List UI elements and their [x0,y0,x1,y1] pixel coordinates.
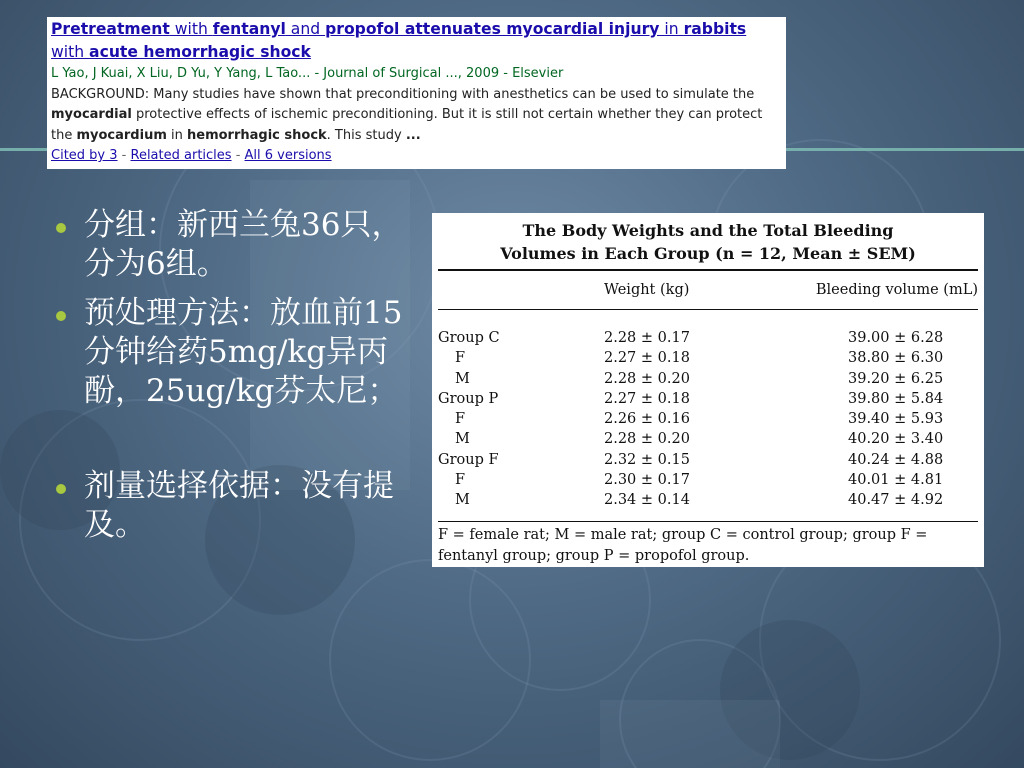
search-result-card [47,17,786,169]
table-row [438,348,978,368]
bullet-list [50,206,410,555]
snippet-part-text: in [166,127,187,143]
row-weight: 2.30 ± 0.17 [604,472,690,489]
bullet-dot-icon [56,311,66,321]
link-separator: - [231,148,245,163]
row-label: F [455,472,466,489]
snippet-part-bold: myocardial [51,107,132,122]
result-snippet [51,85,782,147]
table-body [438,310,978,521]
row-weight: 2.32 ± 0.15 [604,451,690,468]
data-table-figure [432,213,984,567]
result-authors: L Yao, J Kuai, X Liu, D Yu, Y Yang, L Tao... - Journal of Surgical ..., 2009 - Elsevier [51,66,564,81]
row-weight: 2.26 ± 0.16 [604,411,690,428]
table-title-line: The Body Weights and the Total Bleeding [522,221,894,240]
table-footnote: F = female rat; M = male rat; group C = control group; group F = fentanyl group; group P = propofol group. [438,526,928,564]
table-row [438,429,978,449]
row-label: Group F [438,451,499,468]
title-part-text: with [169,20,213,38]
table-row [438,409,978,429]
row-bleeding: 39.40 ± 5.93 [848,411,944,428]
table-title-line: Volumes in Each Group (n = 12, Mean ± SEM) [500,244,916,263]
row-weight: 2.34 ± 0.14 [604,492,690,509]
table-header [438,271,978,309]
snippet-part-text: protective effects of ischemic preconditioning. But it is still not certain whether they can protect the [51,107,763,143]
all-versions-link[interactable]: All 6 versions [244,148,332,163]
result-title-link[interactable] [51,18,782,64]
row-weight: 2.28 ± 0.20 [604,370,690,387]
row-bleeding: 40.47 ± 4.92 [848,492,944,509]
result-links [51,146,782,167]
bullet-text: 分组：新西兰兔36只，分为6组。 [84,207,403,282]
snippet-part-bold: hemorrhagic shock [187,127,327,143]
snippet-part-bold: ... [405,127,421,143]
row-weight: 2.27 ± 0.18 [604,390,690,407]
row-label: Group C [438,330,500,346]
header-weight: Weight (kg) [604,282,690,298]
header-bleeding: Bleeding volume (mL) [815,282,978,298]
bullet-text: 预处理方法：放血前15分钟给药5mg/kg异丙酚，25ug/kg芬太尼； [84,295,403,409]
title-part-bold: acute hemorrhagic shock [89,43,311,61]
table-title [438,219,978,265]
row-weight: 2.28 ± 0.17 [604,330,690,346]
row-bleeding: 40.20 ± 3.40 [848,431,944,448]
bullet-dot-icon [56,223,66,233]
row-label: Group P [438,390,499,407]
row-label: F [455,350,466,367]
cited-by-link[interactable]: Cited by 3 [51,148,118,163]
bullet-item [50,206,410,284]
bullet-dot-icon [56,484,66,494]
row-bleeding: 40.01 ± 4.81 [848,472,944,489]
title-part-text: in [659,20,684,38]
row-label: M [455,370,470,387]
title-part-bold: Pretreatment [51,20,170,38]
row-bleeding: 39.20 ± 6.25 [848,370,944,387]
row-bleeding: 38.80 ± 6.30 [848,350,944,367]
related-articles-link[interactable]: Related articles [130,148,232,163]
row-label: F [455,411,466,428]
table-row [438,328,978,348]
row-weight: 2.28 ± 0.20 [604,431,690,448]
snippet-part-text: . This study [326,127,406,143]
table-row [438,389,978,409]
title-part-bold: rabbits [683,20,747,38]
title-part-text: and [285,20,326,38]
title-part-bold: propofol attenuates myocardial injury [325,20,660,38]
bullet-item [50,294,410,411]
table-row [438,369,978,389]
snippet-part-bold: myocardium [76,127,167,143]
row-bleeding: 39.80 ± 5.84 [848,390,944,407]
bullet-item [50,467,410,545]
table-row [438,450,978,470]
row-bleeding: 40.24 ± 4.88 [848,451,944,468]
row-label: M [455,431,470,448]
title-part-bold: fentanyl [212,20,286,38]
snippet-part-text: BACKGROUND: Many studies have shown that preconditioning with anesthetics can be used to simulate the [51,86,755,102]
link-separator: - [117,148,131,163]
row-bleeding: 39.00 ± 6.28 [848,330,944,346]
bullet-text: 剂量选择依据：没有提及。 [84,468,394,543]
title-part-text: with [51,43,90,61]
table-row [438,470,978,490]
table-row [438,490,978,510]
row-weight: 2.27 ± 0.18 [604,350,690,367]
row-label: M [455,492,470,509]
